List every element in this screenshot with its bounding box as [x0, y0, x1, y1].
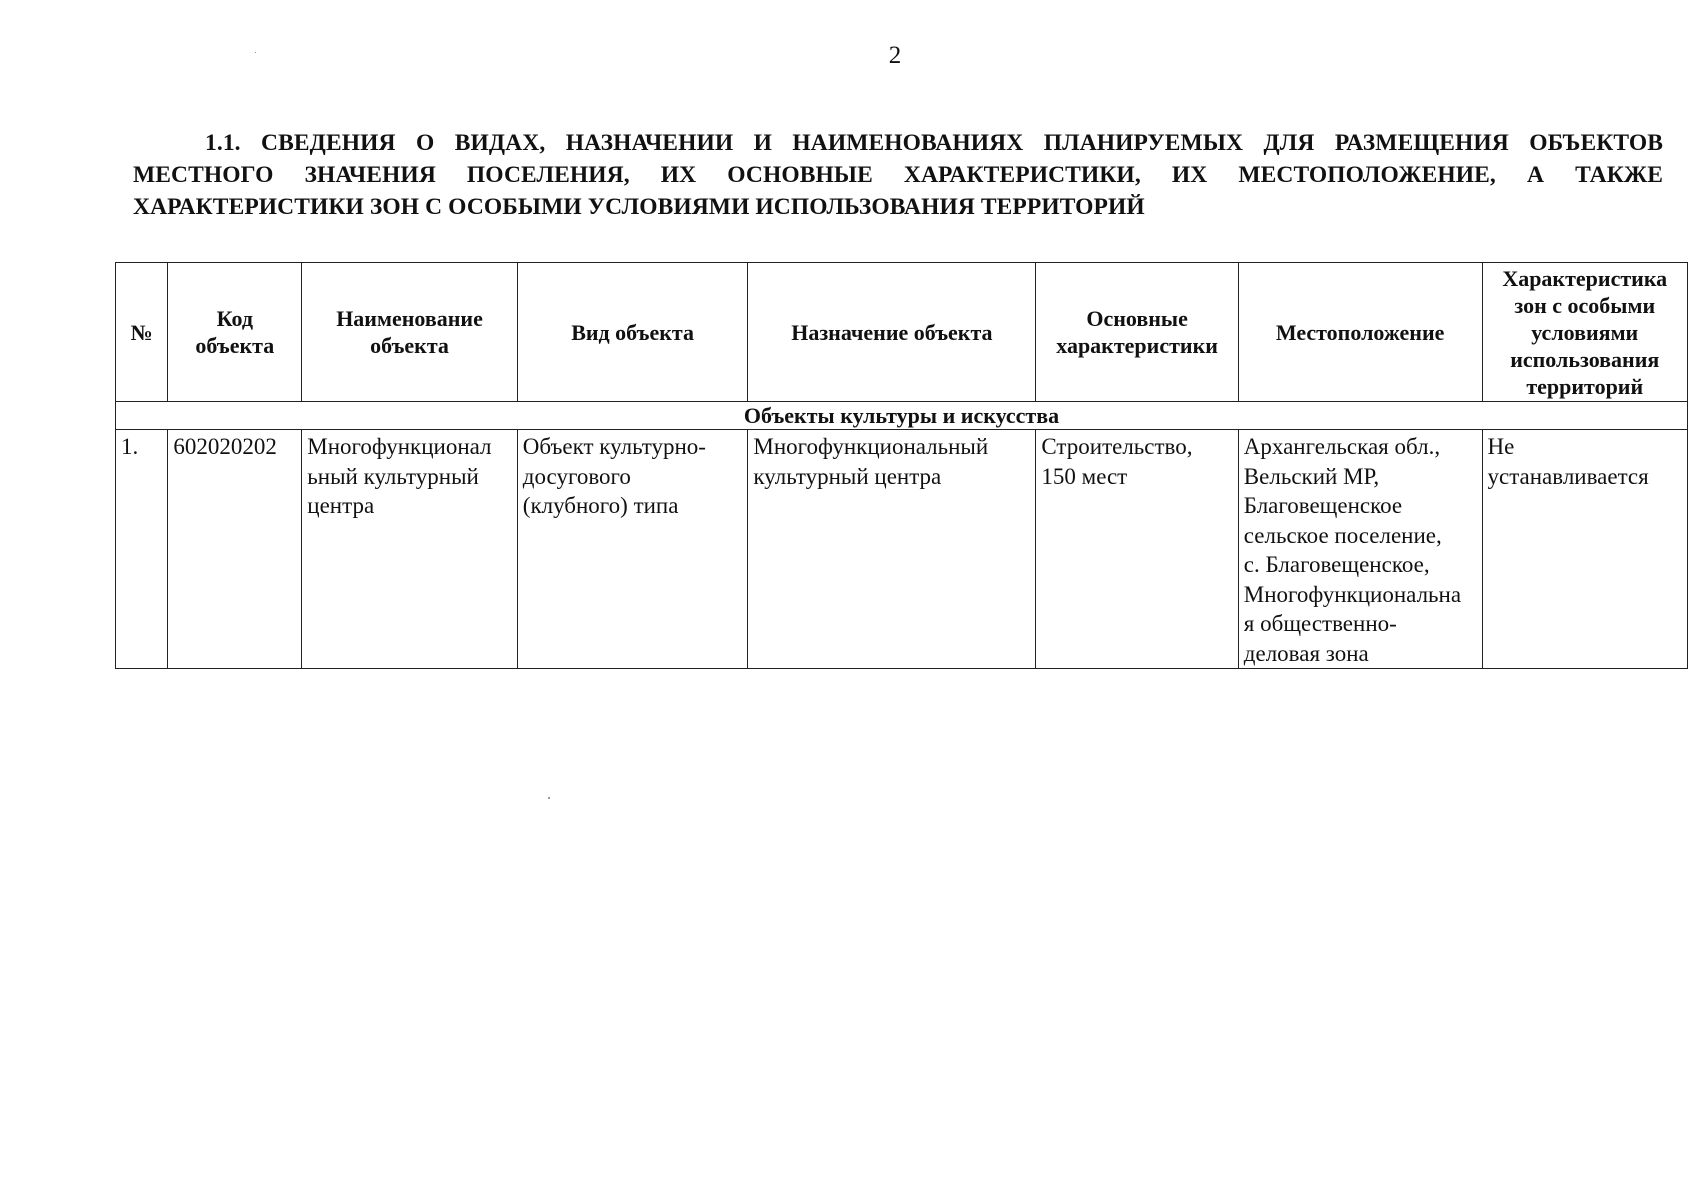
table-row — [116, 430, 1688, 669]
page-number: 2 — [888, 42, 902, 69]
cell-name: Многофункционал ьный культурный центра — [302, 430, 518, 669]
objects-table-container — [115, 262, 1688, 669]
section-row — [116, 402, 1688, 430]
header-name: Наименование объекта — [302, 263, 518, 402]
cell-zones: Не устанавливается — [1482, 430, 1688, 669]
cell-purpose: Многофункциональный культурный центра — [748, 430, 1036, 669]
header-characteristics: Основные характеристики — [1036, 263, 1238, 402]
header-code: Код объекта — [168, 263, 302, 402]
header-kind: Вид объекта — [517, 263, 748, 402]
cell-num: 1. — [116, 430, 168, 669]
header-location: Местоположение — [1238, 263, 1482, 402]
document-heading: 1.1. СВЕДЕНИЯ О ВИДАХ, НАЗНАЧЕНИИ И НАИМЕНОВАНИЯХ ПЛАНИРУЕМЫХ ДЛЯ РАЗМЕЩЕНИЯ ОБЪЕКТОВ МЕСТНОГО ЗНАЧЕНИЯ ПОСЕЛЕНИЯ, ИХ ОСНОВНЫЕ ХАРАКТЕРИСТИКИ, ИХ МЕСТОПОЛОЖЕНИЕ, А ТАКЖЕ ХАРАКТЕРИСТИКИ ЗОН С ОСОБЫМИ УСЛОВИЯМИ ИСПОЛЬЗОВАНИЯ ТЕРРИТОРИЙ — [133, 130, 1663, 220]
cell-kind: Объект культурно- досугового (клубного) типа — [517, 430, 748, 669]
cell-code: 602020202 — [168, 430, 302, 669]
scan-speck — [548, 797, 550, 799]
header-num: № — [116, 263, 168, 402]
section-title: Объекты культуры и искусства — [116, 402, 1688, 430]
header-zones: Характеристика зон с особыми условиями использования территорий — [1482, 263, 1688, 402]
planned-objects-table — [115, 262, 1688, 669]
cell-location: Архангельская обл., Вельский МР, Благовещенское сельское поселение, с. Благовещенское, Многофункциональна я общественно- деловая зона — [1238, 430, 1482, 669]
table-header-row — [116, 263, 1688, 402]
header-purpose: Назначение объекта — [748, 263, 1036, 402]
cell-characteristics: Строительство, 150 мест — [1036, 430, 1238, 669]
scan-speck — [255, 52, 256, 53]
